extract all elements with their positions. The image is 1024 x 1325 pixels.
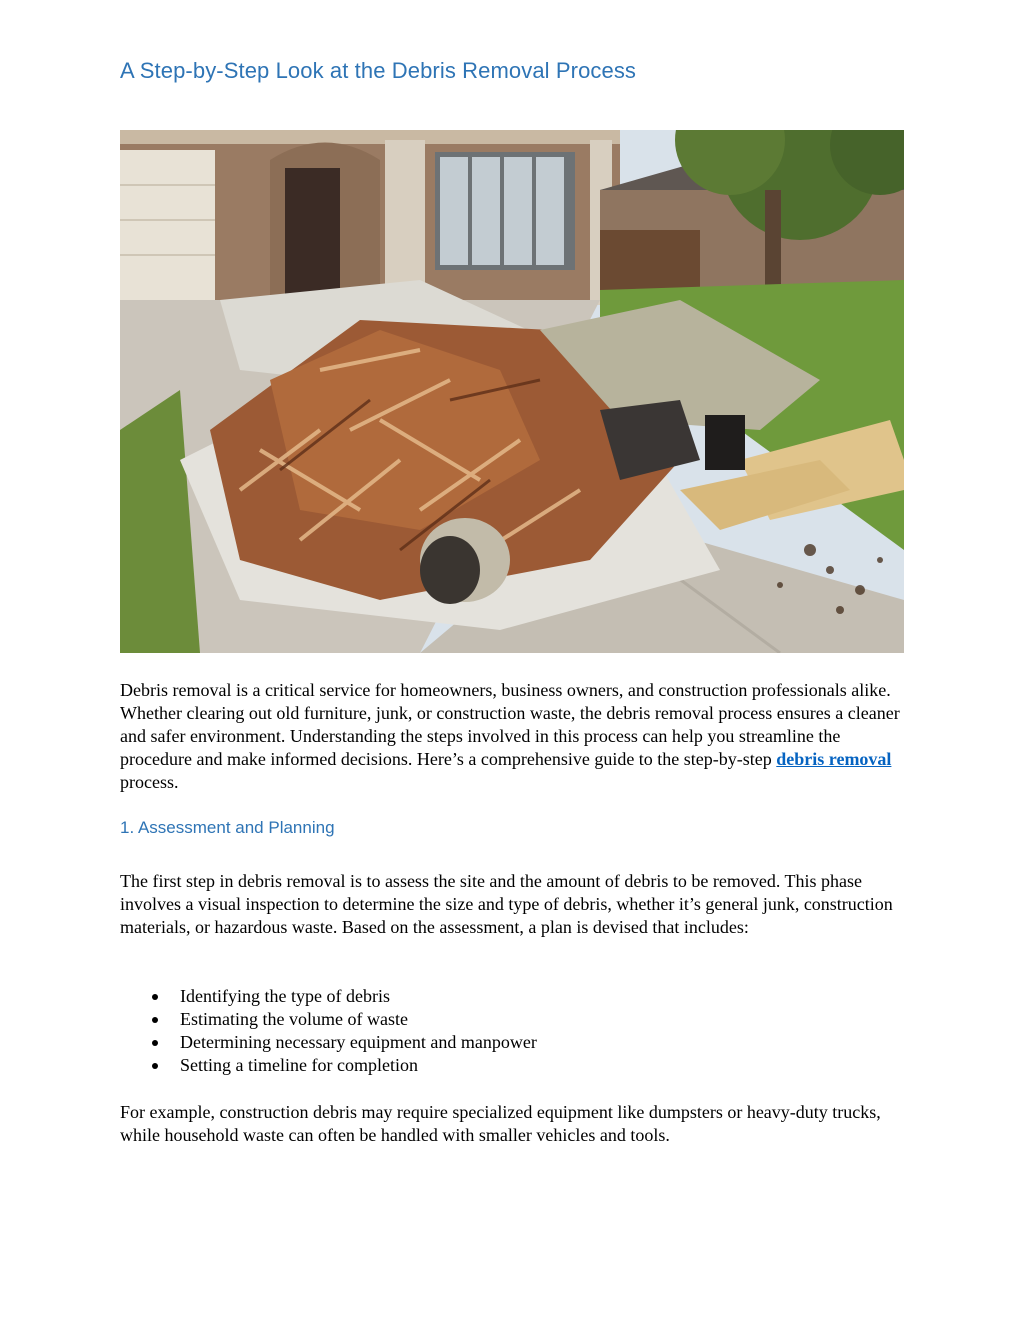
list-item-text: Setting a timeline for completion bbox=[180, 1055, 418, 1075]
debris-removal-link[interactable]: debris removal bbox=[776, 749, 892, 769]
debris-pile-photo bbox=[120, 130, 904, 653]
bullet-icon bbox=[152, 1040, 158, 1046]
assessment-paragraph: The first step in debris removal is to assess the site and the amount of debris to be removed. This phase involves a visual inspection to determine the size and type of debris, whether it’s general junk, construction materials, or hazardous waste. Based on the assessment, a plan is devised that includes: bbox=[120, 871, 893, 937]
bullet-icon bbox=[152, 994, 158, 1000]
intro-text-end: process. bbox=[120, 772, 179, 792]
bullet-icon bbox=[152, 1017, 158, 1023]
intro-paragraph bbox=[120, 679, 910, 794]
section-heading-assessment: 1. Assessment and Planning bbox=[120, 818, 335, 837]
intro-text: Debris removal is a critical service for homeowners, business owners, and construction professionals alike. Whether clearing out old furniture, junk, or construction waste, the debris removal process ensures a cleaner and safer environment. Understanding the steps involved in this process can help you streamline the procedure and make informed decisions. Here’s a comprehensive guide to the step-by-step bbox=[120, 680, 900, 769]
list-item-text: Determining necessary equipment and manpower bbox=[180, 1032, 537, 1052]
planning-bullet-list bbox=[148, 985, 537, 1077]
document-title: A Step-by-Step Look at the Debris Removal Process bbox=[120, 58, 637, 83]
list-item bbox=[148, 1054, 537, 1077]
example-paragraph: For example, construction debris may require specialized equipment like dumpsters or heavy-duty trucks, while household waste can often be handled with smaller vehicles and tools. bbox=[120, 1102, 881, 1145]
list-item-text: Estimating the volume of waste bbox=[180, 1009, 408, 1029]
list-item bbox=[148, 1031, 537, 1054]
list-item bbox=[148, 985, 537, 1008]
list-item bbox=[148, 1008, 537, 1031]
list-item-text: Identifying the type of debris bbox=[180, 986, 390, 1006]
bullet-icon bbox=[152, 1063, 158, 1069]
